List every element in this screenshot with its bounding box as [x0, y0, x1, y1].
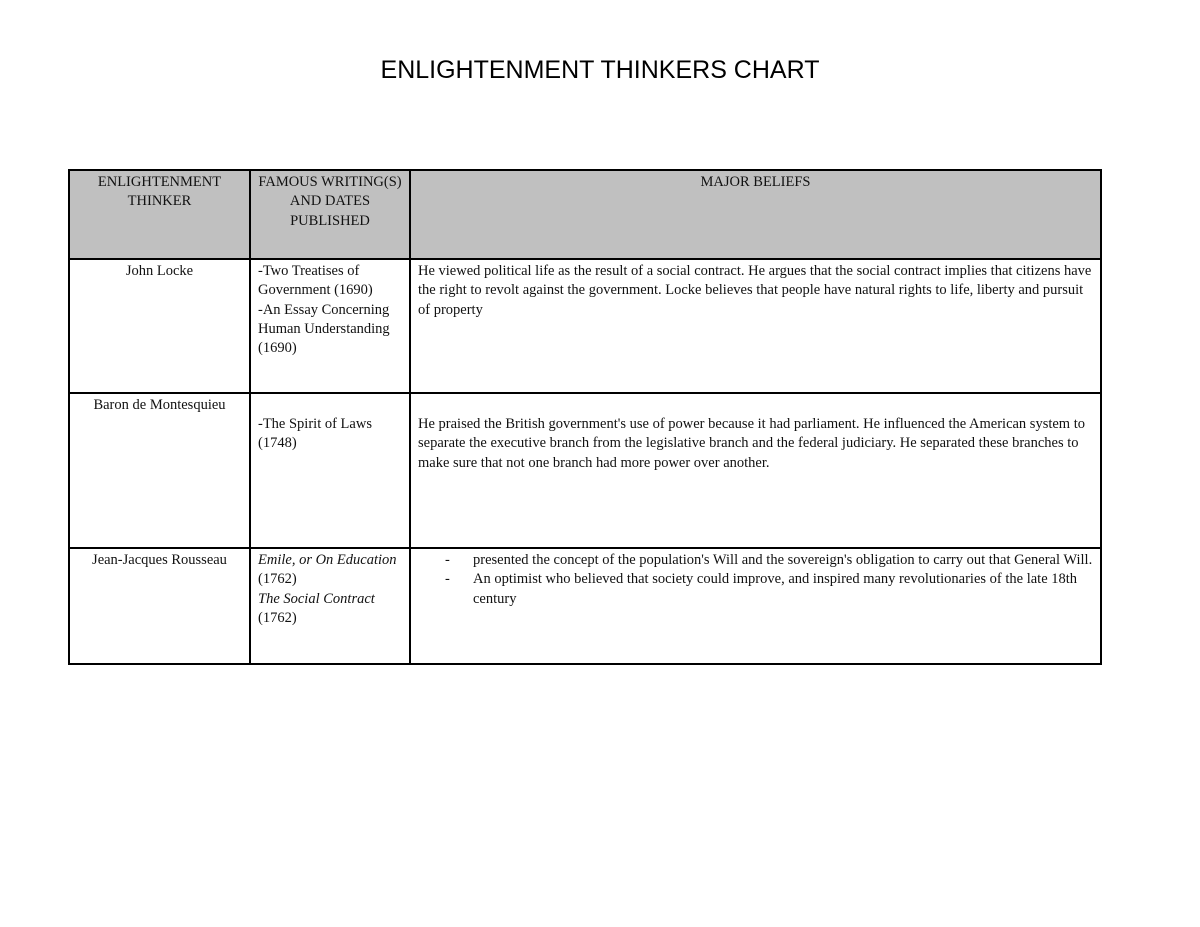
header-thinker: ENLIGHTENMENT THINKER — [69, 170, 250, 259]
list-item — [418, 570, 1093, 609]
writings-cell — [250, 393, 410, 548]
writing-entry: -Two Treatises of Government (1690) — [258, 263, 373, 299]
writing-title: The Social Contract — [258, 590, 375, 607]
thinkers-table — [68, 169, 1102, 665]
blank-line — [418, 396, 1093, 415]
list-item — [418, 551, 1093, 570]
beliefs-cell: He viewed political life as the result of a social contract. He argues that the social contract implies that citizens have the right to revolt against the government. Locke believes that people have natural rights to life, liberty and pursuit of property — [410, 259, 1101, 393]
belief-text: An optimist who believed that society could improve, and inspired many revolutionaries of the late 18th century — [473, 571, 1078, 607]
beliefs-cell — [410, 393, 1101, 548]
blank-line — [258, 396, 402, 415]
thinker-name: John Locke — [69, 259, 250, 393]
thinker-name: Baron de Montesquieu — [69, 393, 250, 548]
table-row — [69, 393, 1101, 548]
dash-bullet: - — [445, 571, 450, 588]
table-header-row — [69, 170, 1101, 259]
table-row — [69, 548, 1101, 664]
table-row — [69, 259, 1101, 393]
writing-entry — [258, 590, 402, 629]
writing-title: Emile, or On Education — [258, 552, 397, 568]
writing-entry — [258, 551, 402, 590]
writings-cell — [250, 548, 410, 664]
page-title: ENLIGHTENMENT THINKERS CHART — [380, 56, 820, 84]
belief-text: presented the concept of the population's Will and the sovereign's obligation to carry out that General Will. — [473, 552, 1093, 568]
dash-bullet: - — [445, 552, 450, 568]
beliefs-cell — [410, 548, 1101, 664]
writing-date: (1762) — [258, 609, 297, 626]
header-writings: FAMOUS WRITING(S) AND DATES PUBLISHED — [250, 170, 410, 259]
writings-cell — [250, 259, 410, 393]
thinker-name: Jean-Jacques Rousseau — [69, 548, 250, 664]
writing-date: (1762) — [258, 571, 297, 588]
header-beliefs: MAJOR BELIEFS — [410, 170, 1101, 259]
writing-entry: -The Spirit of Laws (1748) — [258, 416, 372, 452]
writing-entry: -An Essay Concerning Human Understanding (1690) — [258, 301, 390, 357]
beliefs-text: He praised the British government's use of power because it had parliament. He influenced the American system to separate the executive branch from the legislative branch and the federal judiciary. He separated these branches to make sure that not one branch had more power over another. — [418, 416, 1085, 471]
beliefs-list — [418, 551, 1093, 609]
